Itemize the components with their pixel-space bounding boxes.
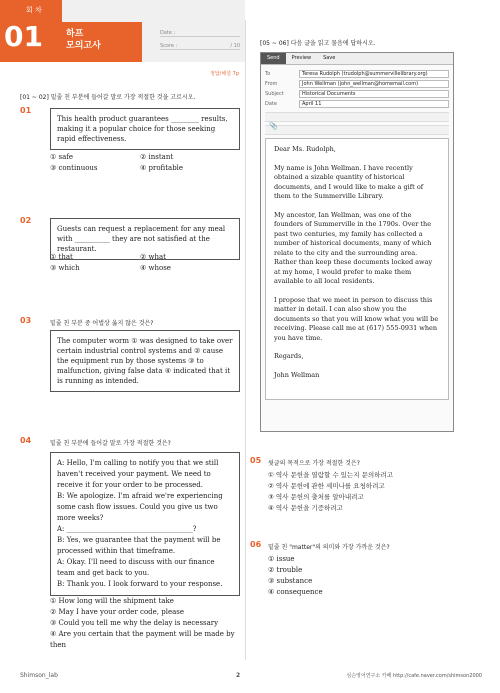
q04-options bbox=[50, 596, 250, 651]
answer-link-label: 정답/해설 7p bbox=[210, 71, 239, 77]
q06-options bbox=[268, 554, 478, 598]
q05-options bbox=[268, 470, 478, 514]
from-label: From bbox=[265, 81, 278, 87]
q01-option-1[interactable]: ① safe bbox=[50, 153, 73, 161]
to-input[interactable]: Teresa Rudolph (trudolph@summervillelibrary.org) bbox=[299, 70, 449, 78]
tab-send[interactable]: Send bbox=[261, 53, 286, 64]
email-body[interactable] bbox=[265, 138, 449, 400]
q01-options bbox=[50, 152, 230, 174]
email-paragraph-2: My ancestor, Ian Wellman, was one of the founders of Summerville in the 1790s. Over the past two centuries, my family has collected a number of historical documents, many of which relate to the city and the surrounding area. Rather than keep these documents locked away at my home, I would prefer to make them available to all local residents. bbox=[274, 210, 433, 285]
attachment-bar bbox=[265, 112, 449, 130]
tab-preview[interactable]: Preview bbox=[291, 55, 312, 61]
email-closing: Regards, bbox=[274, 352, 304, 360]
title-band bbox=[62, 22, 142, 62]
footer-cafe-link[interactable]: 심슨영어연구소 카페 http://cafe.naver.com/shimson2000 bbox=[346, 673, 482, 679]
q01-number: 01 bbox=[20, 106, 32, 115]
q03-text: The computer worm ① was designed to take over certain industrial control systems and ② cause the equipment run by those systems ③ to malfunction, giving false data ④ indicated that it is running as intended. bbox=[57, 337, 233, 385]
q03-box bbox=[50, 330, 240, 392]
to-field bbox=[265, 69, 449, 79]
q02-number: 02 bbox=[20, 216, 32, 225]
q02-option-2[interactable]: ② what bbox=[140, 253, 166, 261]
email-tabs bbox=[261, 53, 453, 65]
paperclip-icon[interactable]: 📎 bbox=[269, 122, 278, 130]
header-band bbox=[0, 0, 245, 62]
subject-field bbox=[265, 89, 449, 99]
email-paragraph-1: My name is John Wellman. I have recently obtained a sizable quantity of historical documents, and I would like to make a gift of them to the Summerville Library. bbox=[274, 163, 424, 200]
q05-option-4[interactable]: ④ 역사 문헌을 기증하려고 bbox=[268, 504, 343, 512]
footer-brand: Shimson_lab bbox=[20, 672, 58, 679]
q01-option-4[interactable]: ④ profitable bbox=[140, 164, 184, 172]
title-line1: 하프 bbox=[66, 29, 84, 39]
dialogue-line: B: We apologize. I'm afraid we're experiencing some cash flow issues. Could you give us two more weeks? bbox=[57, 492, 223, 522]
page-footer bbox=[0, 664, 500, 693]
q03-number: 03 bbox=[20, 316, 32, 325]
subject-input[interactable]: Historical Documents bbox=[299, 90, 449, 98]
subject-label: Subject bbox=[265, 91, 284, 97]
date-label: Date : bbox=[160, 30, 176, 36]
q04-option-4[interactable]: ④ Are you certain that the payment will be made by then bbox=[50, 630, 235, 649]
title-line2: 모의고사 bbox=[66, 41, 101, 51]
q01-box bbox=[50, 108, 240, 150]
q05-option-2[interactable]: ② 역사 문헌에 관한 세미나를 요청하려고 bbox=[268, 482, 385, 490]
email-window bbox=[260, 52, 454, 432]
dialogue-line: A: ____________________________________? bbox=[57, 525, 197, 533]
q06-option-1[interactable]: ① issue bbox=[268, 555, 295, 563]
column-divider bbox=[245, 20, 246, 660]
q05-question: 윗글의 목적으로 가장 적절한 것은? bbox=[268, 460, 360, 467]
q01-option-2[interactable]: ② instant bbox=[140, 153, 174, 161]
score-label: Score : bbox=[160, 43, 178, 49]
q01-option-3[interactable]: ③ continuous bbox=[50, 164, 98, 172]
tab-save[interactable]: Save bbox=[323, 55, 336, 61]
q06-option-3[interactable]: ③ substance bbox=[268, 577, 313, 585]
page-number: 2 bbox=[236, 672, 241, 679]
email-paragraph-3: I propose that we meet in person to discuss this matter in detail. I can also show you the documents so that you will know what you will be receiving. Please call me at (617) 555-0931 when you have time. bbox=[274, 295, 439, 342]
session-number: 01 bbox=[4, 20, 43, 53]
score-total: / 10 bbox=[230, 43, 240, 49]
q04-option-2[interactable]: ② May I have your order code, please bbox=[50, 608, 184, 616]
q06-option-4[interactable]: ④ consequence bbox=[268, 588, 323, 596]
q02-options bbox=[50, 252, 230, 274]
q05-option-1[interactable]: ① 역사 문헌을 열람할 수 있는지 문의하려고 bbox=[268, 471, 393, 479]
formatting-toolbar[interactable] bbox=[265, 125, 449, 135]
q06-question: 밑줄 친 "matter"의 의미와 가장 가까운 것은? bbox=[268, 544, 390, 551]
date-line bbox=[160, 30, 240, 37]
q05-number: 05 bbox=[250, 456, 262, 465]
q04-dialogue-box bbox=[50, 452, 240, 596]
email-greeting: Dear Ms. Rudolph, bbox=[274, 145, 336, 153]
q02-text: Guests can request a replacement for any meal with __________ they are not satisfied at the restaurant. bbox=[57, 225, 226, 253]
score-line bbox=[160, 43, 240, 50]
q06-option-2[interactable]: ② trouble bbox=[268, 566, 303, 574]
q05-option-3[interactable]: ③ 역사 문헌의 출처를 알아내려고 bbox=[268, 493, 364, 501]
answer-link[interactable] bbox=[210, 70, 239, 77]
dialogue-line: A: Okay. I'll need to discuss with our finance team and get back to you. bbox=[57, 558, 215, 577]
q06-number: 06 bbox=[250, 540, 262, 549]
q04-option-3[interactable]: ③ Could you tell me why the delay is necessary bbox=[50, 619, 219, 627]
to-label: To bbox=[265, 71, 271, 77]
q04-number: 04 bbox=[20, 436, 32, 445]
q01-text: This health product guarantees ________ results, making it a popular choice for those seeking rapid effectiveness. bbox=[57, 115, 228, 143]
date-field-label: Date bbox=[265, 101, 277, 107]
dialogue-line: B: Yes, we guarantee that the payment will be processed within that timeframe. bbox=[57, 536, 221, 555]
dialogue-line: B: Thank you. I look forward to your response. bbox=[57, 580, 223, 588]
from-field bbox=[265, 79, 449, 89]
session-label: 회 차 bbox=[26, 6, 42, 14]
date-score-block bbox=[160, 30, 240, 56]
session-badge bbox=[0, 0, 62, 62]
q02-option-1[interactable]: ① that bbox=[50, 253, 73, 261]
date-input[interactable]: April 11 bbox=[299, 100, 449, 108]
q04-option-1[interactable]: ① How long will the shipment take bbox=[50, 597, 174, 605]
dialogue-line: A: Hello, I'm calling to notify you that we still haven't received your payment. We need to receive it for your order to be processed. bbox=[57, 459, 219, 489]
q03-question: 밑줄 친 부분 중 어법상 옳지 않은 것은? bbox=[50, 320, 154, 327]
q04-question: 밑줄 친 부분에 들어갈 말로 가장 적절한 것은? bbox=[50, 440, 171, 447]
q02-option-4[interactable]: ④ whose bbox=[140, 264, 171, 272]
instruction-05-06: [05 ~ 06] 다음 글을 읽고 물음에 답하시오. bbox=[260, 40, 376, 47]
instruction-01-02: [01 ~ 02] 밑줄 친 부분에 들어갈 말로 가장 적절한 것을 고르시오. bbox=[20, 94, 196, 101]
from-input[interactable]: John Wellman (john_wellman@homemail.com) bbox=[299, 80, 449, 88]
email-signature: John Wellman bbox=[274, 370, 320, 379]
q02-option-3[interactable]: ③ which bbox=[50, 264, 80, 272]
date-field bbox=[265, 99, 449, 109]
